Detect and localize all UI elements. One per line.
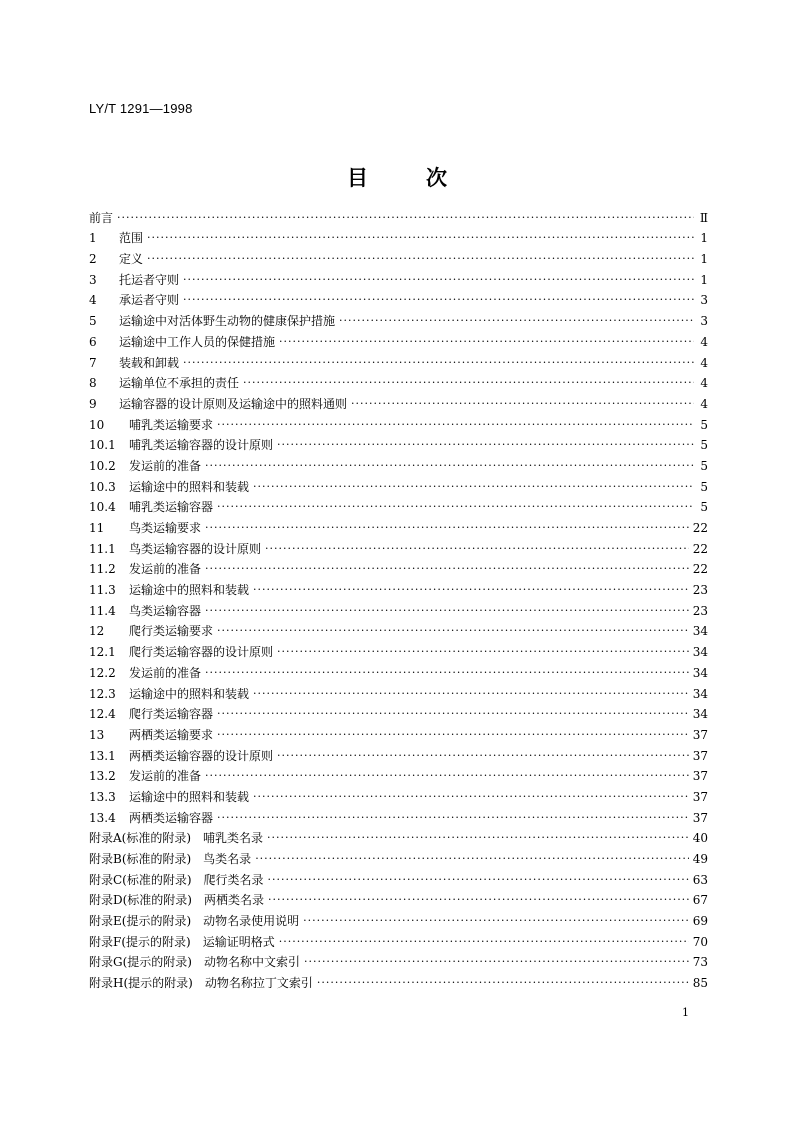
toc-entry-title: 运输单位不承担的责任 [119,376,240,391]
toc-entry-title: 装载和卸载 [119,355,180,370]
toc-entry-page: 4 [700,396,708,411]
toc-entry-title: 前言 [89,210,114,225]
toc-entry-title: 承运者守则 [119,293,180,308]
toc-entry-page: 37 [692,769,708,784]
toc-entry-number: 4 [89,293,97,308]
toc-entry-title: 运输容器的设计原则及运输途中的照料通则 [119,396,348,411]
toc-entry[interactable] [89,950,708,971]
toc-leader-dots [268,892,689,908]
toc-entry[interactable] [89,391,708,412]
toc-leader-dots [351,396,694,412]
table-of-contents [89,205,708,991]
toc-leader-dots [267,830,689,846]
toc-entry-title: 附录C(标准的附录) 爬行类名录 [89,872,264,887]
toc-entry-title: 哺乳类运输容器 [129,500,214,515]
toc-entry[interactable] [89,350,708,371]
toc-entry[interactable] [89,329,708,350]
toc-leader-dots [265,541,689,557]
toc-entry-title: 范围 [119,231,144,246]
toc-leader-dots [205,520,689,536]
toc-entry-number: 3 [89,272,97,287]
toc-entry-title: 运输途中的照料和装载 [129,789,250,804]
toc-entry[interactable] [89,246,708,267]
toc-leader-dots [147,251,694,267]
page-title [0,162,794,192]
toc-leader-dots [217,706,689,722]
toc-entry-page: 34 [692,624,708,639]
toc-leader-dots [317,975,689,991]
toc-entry-number: 9 [89,396,97,411]
toc-entry-page: 63 [692,872,708,887]
toc-entry-title: 爬行类运输要求 [129,624,214,639]
toc-entry[interactable] [89,805,708,826]
toc-entry-page: 5 [700,438,708,453]
toc-leader-dots [183,355,694,371]
toc-entry-number: 10 [89,417,105,432]
toc-entry[interactable] [89,619,708,640]
toc-leader-dots [279,934,689,950]
toc-leader-dots [277,748,689,764]
toc-entry-page: 23 [692,603,708,618]
toc-leader-dots [117,210,694,226]
toc-entry-number: 10.2 [89,458,116,473]
toc-entry-number: 5 [89,314,97,329]
toc-entry[interactable] [89,764,708,785]
page-number: 1 [682,1006,689,1019]
toc-entry-page: 4 [700,376,708,391]
toc-leader-dots [217,417,694,433]
toc-entry-page: 23 [692,583,708,598]
toc-entry-title: 哺乳类运输要求 [129,417,214,432]
toc-leader-dots [183,272,694,288]
toc-entry-title: 哺乳类运输容器的设计原则 [129,438,274,453]
toc-entry-number: 2 [89,252,97,267]
toc-entry[interactable] [89,433,708,454]
toc-entry-number: 8 [89,376,97,391]
toc-entry-number: 13.4 [89,810,116,825]
toc-leader-dots [205,561,689,577]
toc-entry-page: 4 [700,334,708,349]
toc-entry-page: 22 [692,562,708,577]
toc-leader-dots [205,768,689,784]
toc-leader-dots [205,603,689,619]
toc-entry[interactable] [89,639,708,660]
toc-entry-title: 两栖类运输容器的设计原则 [129,748,274,763]
toc-entry[interactable] [89,702,708,723]
toc-leader-dots [304,954,689,970]
toc-entry-title: 爬行类运输容器的设计原则 [129,645,274,660]
toc-entry-title: 运输途中的照料和装载 [129,479,250,494]
toc-leader-dots [205,665,689,681]
toc-entry-page: 34 [692,645,708,660]
toc-entry-number: 11.1 [89,541,116,556]
toc-entry-title: 鸟类运输容器 [129,603,202,618]
toc-entry[interactable] [89,412,708,433]
toc-leader-dots [268,872,689,888]
toc-entry-title: 附录A(标准的附录) 哺乳类名录 [89,831,264,846]
toc-leader-dots [253,582,689,598]
toc-entry-number: 12.3 [89,686,116,701]
toc-leader-dots [205,458,694,474]
toc-leader-dots [279,334,694,350]
toc-leader-dots [339,313,694,329]
toc-entry-page: 4 [700,355,708,370]
title-char-left: 目 [347,166,368,190]
toc-entry[interactable] [89,288,708,309]
toc-entry-number: 11 [89,521,105,535]
toc-entry-number: 7 [89,355,97,370]
toc-entry[interactable] [89,888,708,909]
toc-leader-dots [303,913,689,929]
toc-entry-number: 13 [89,727,105,742]
toc-entry-page: 70 [692,934,708,949]
toc-entry-title: 爬行类运输容器 [129,707,214,722]
toc-entry-page: 22 [692,521,708,535]
toc-leader-dots [255,851,689,867]
toc-entry[interactable] [89,515,708,536]
toc-entry-number: 11.3 [89,583,116,598]
toc-entry[interactable] [89,929,708,950]
toc-entry-page: 34 [692,686,708,701]
toc-entry-number: 10.4 [89,500,116,515]
toc-entry-page: Ⅱ [699,210,708,225]
toc-entry-title: 托运者守则 [119,272,180,287]
toc-entry-title: 运输途中对活体野生动物的健康保护措施 [119,314,336,329]
toc-entry-number: 11.4 [89,603,116,618]
toc-leader-dots [277,437,694,453]
toc-leader-dots [217,810,689,826]
toc-entry-page: 5 [700,417,708,432]
toc-entry[interactable] [89,371,708,392]
toc-entry-title: 附录G(提示的附录) 动物名称中文索引 [89,955,300,970]
toc-entry[interactable] [89,577,708,598]
toc-entry[interactable] [89,846,708,867]
toc-entry-page: 5 [700,500,708,515]
toc-entry[interactable] [89,536,708,557]
toc-entry[interactable] [89,743,708,764]
toc-entry-page: 34 [692,707,708,722]
toc-entry-title: 发运前的准备 [129,458,202,473]
toc-entry-page: 5 [700,458,708,473]
toc-entry-page: 49 [692,852,708,866]
toc-entry[interactable] [89,681,708,702]
toc-entry-title: 附录H(提示的附录) 动物名称拉丁文索引 [89,976,313,991]
toc-leader-dots [243,375,694,391]
toc-entry-page: 1 [700,272,708,287]
toc-entry[interactable] [89,660,708,681]
toc-entry-page: 37 [692,789,708,804]
toc-entry[interactable] [89,908,708,929]
toc-leader-dots [147,230,694,246]
toc-entry-page: 73 [692,955,708,970]
toc-entry[interactable] [89,495,708,516]
toc-leader-dots [217,623,689,639]
toc-entry-page: 3 [700,293,708,308]
toc-entry-title: 两栖类运输容器 [129,810,214,825]
toc-entry-page: 5 [700,479,708,494]
toc-entry[interactable] [89,722,708,743]
toc-entry-title: 鸟类运输要求 [129,521,202,535]
toc-entry-title: 附录B(标准的附录) 鸟类名录 [89,852,252,866]
toc-entry-number: 12 [89,624,105,639]
toc-entry-number: 12.4 [89,707,116,722]
toc-entry-title: 运输途中的照料和装载 [129,583,250,598]
toc-entry-page: 40 [692,831,708,846]
toc-entry[interactable] [89,474,708,495]
toc-entry-number: 6 [89,334,97,349]
toc-leader-dots [253,789,689,805]
toc-entry-title: 两栖类运输要求 [129,727,214,742]
standard-code: LY/T 1291—1998 [89,101,193,116]
toc-leader-dots [277,644,689,660]
toc-entry-number: 10.3 [89,479,116,494]
toc-entry[interactable] [89,205,708,226]
toc-entry-page: 37 [692,727,708,742]
toc-entry[interactable] [89,557,708,578]
toc-entry[interactable] [89,784,708,805]
toc-entry-page: 69 [692,914,708,929]
toc-entry-title: 鸟类运输容器的设计原则 [129,541,262,556]
toc-entry-number: 13.3 [89,789,116,804]
toc-entry[interactable] [89,970,708,991]
toc-entry[interactable] [89,308,708,329]
toc-leader-dots [253,479,694,495]
toc-entry-page: 1 [700,252,708,267]
toc-entry-number: 12.1 [89,645,116,660]
toc-entry-page: 85 [692,976,708,991]
toc-entry-page: 22 [692,541,708,556]
toc-entry-title: 附录D(标准的附录) 两栖类名录 [89,893,264,908]
toc-entry-title: 发运前的准备 [129,562,202,577]
toc-entry-number: 10.1 [89,438,116,453]
toc-entry-title: 附录F(提示的附录) 运输证明格式 [89,934,275,949]
toc-leader-dots [217,499,694,515]
toc-entry-page: 1 [700,231,708,246]
toc-leader-dots [217,727,689,743]
toc-leader-dots [183,292,694,308]
toc-entry-title: 定义 [119,252,144,267]
toc-entry[interactable] [89,826,708,847]
toc-entry-title: 附录E(提示的附录) 动物名录使用说明 [89,914,300,929]
toc-entry-title: 运输途中工作人员的保健措施 [119,334,276,349]
toc-leader-dots [253,686,689,702]
toc-entry[interactable] [89,226,708,247]
toc-entry-number: 12.2 [89,665,116,680]
toc-entry-number: 1 [89,231,97,246]
toc-entry-page: 37 [692,810,708,825]
toc-entry[interactable] [89,267,708,288]
toc-entry-number: 11.2 [89,562,116,577]
toc-entry[interactable] [89,598,708,619]
title-char-right: 次 [426,166,447,190]
toc-entry-page: 67 [692,893,708,908]
toc-entry-title: 发运前的准备 [129,665,202,680]
toc-entry-page: 34 [692,665,708,680]
toc-entry-title: 发运前的准备 [129,769,202,784]
toc-entry[interactable] [89,867,708,888]
toc-entry-number: 13.2 [89,769,116,784]
toc-entry-number: 13.1 [89,748,116,763]
toc-entry-page: 37 [692,748,708,763]
toc-entry-page: 3 [700,314,708,329]
toc-entry[interactable] [89,453,708,474]
toc-entry-title: 运输途中的照料和装载 [129,686,250,701]
